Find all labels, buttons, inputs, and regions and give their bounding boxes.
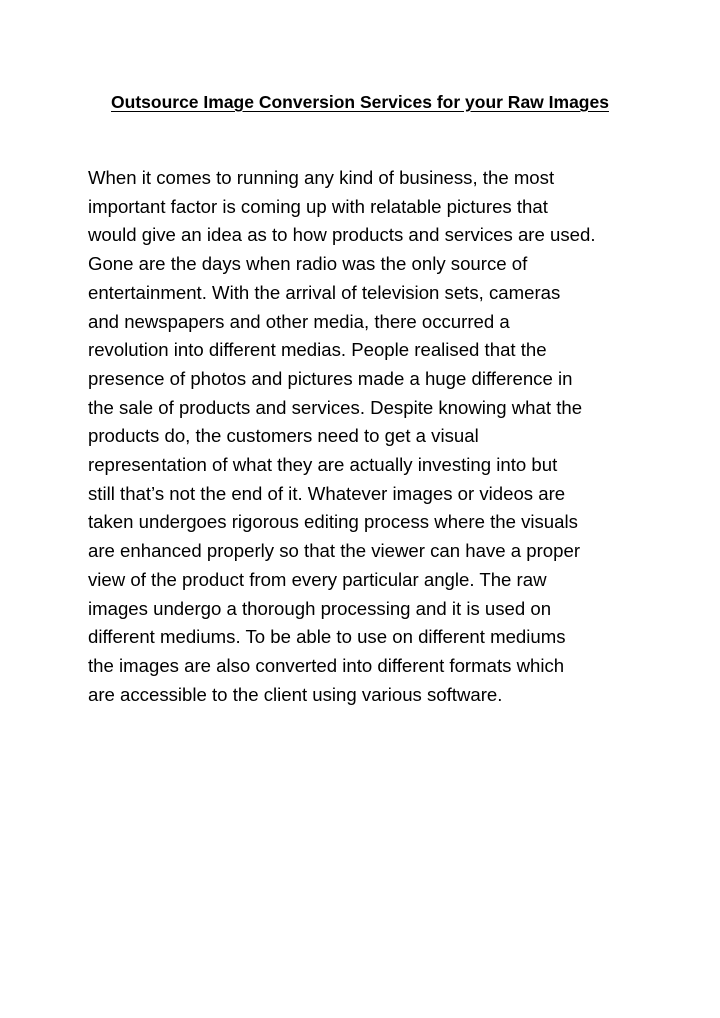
body-line: products do, the customers need to get a visual (88, 425, 479, 447)
body-line: are enhanced properly so that the viewer can have a proper (88, 540, 581, 562)
body-line: Gone are the days when radio was the only source of (88, 253, 528, 275)
body-line: revolution into different medias. People realised that the (88, 339, 547, 361)
body-line: When it comes to running any kind of business, the most (88, 167, 555, 188)
body-line: the sale of products and services. Despite knowing what the (88, 396, 583, 418)
body-line: would give an idea as to how products and services are used. (88, 224, 596, 246)
body-line: entertainment. With the arrival of television sets, cameras (88, 281, 561, 303)
body-line: are accessible to the client using various software. (88, 683, 503, 705)
body-line: representation of what they are actually investing into but (88, 454, 558, 476)
body-line: view of the product from every particular angle. The raw (88, 568, 547, 590)
body-line: different mediums. To be able to use on different mediums (88, 626, 566, 648)
body-line: images undergo a thorough processing and it is used on (88, 597, 552, 619)
body-line: presence of photos and pictures made a huge difference in (88, 367, 573, 389)
body-line: and newspapers and other media, there occurred a (88, 310, 510, 332)
body-line: taken undergoes rigorous editing process where the visuals (88, 511, 578, 533)
body-line: important factor is coming up with relatable pictures that (88, 195, 548, 217)
document-body (88, 164, 648, 709)
body-line: still that’s not the end of it. Whatever images or videos are (88, 482, 566, 504)
document-title: Outsource Image Conversion Services for your Raw Images (111, 92, 609, 112)
body-line: the images are also converted into different formats which (88, 654, 565, 676)
